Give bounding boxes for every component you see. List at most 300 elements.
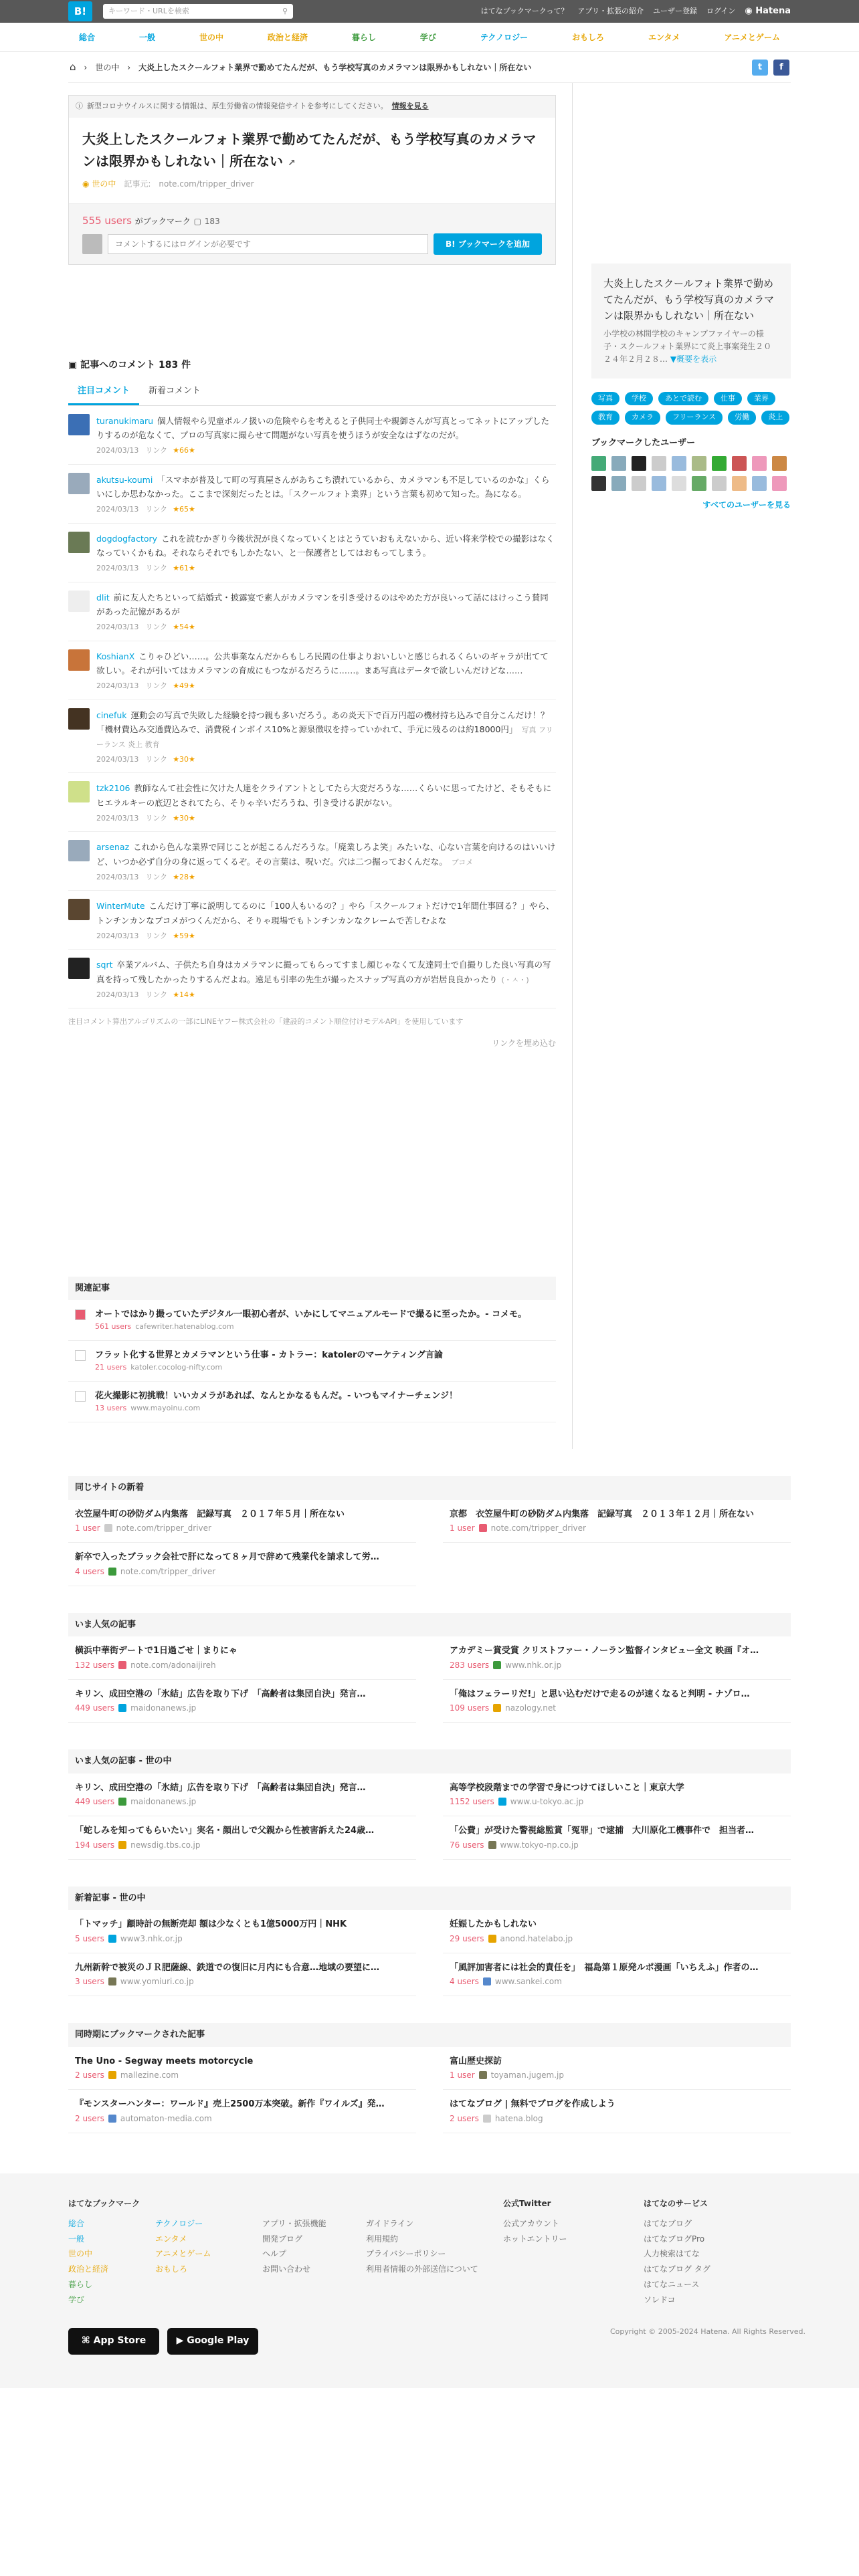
site-favicon-icon: [108, 1568, 116, 1576]
comment-link[interactable]: リンク: [145, 990, 168, 1000]
section-heading: いま人気の記事: [68, 1613, 791, 1637]
comment-tags[interactable]: ブコメ: [451, 858, 474, 867]
comment-date[interactable]: 2024/03/13: [96, 932, 139, 941]
article-title[interactable]: 富山歴史探訪: [450, 2056, 502, 2066]
facebook-share-icon[interactable]: f: [773, 60, 789, 76]
footer-category-link[interactable]: 一般: [68, 2234, 85, 2244]
twitter-heading: 公式Twitter: [503, 2198, 551, 2208]
article-site[interactable]: note.com/tripper_driver: [490, 1523, 586, 1533]
article-site[interactable]: automaton-media.com: [120, 2113, 212, 2123]
article-title[interactable]: 妊娠したかもしれない: [450, 1919, 537, 1930]
article-users[interactable]: 29 users: [450, 1933, 484, 1943]
comment-item: [68, 465, 556, 524]
article-item[interactable]: [68, 1774, 416, 1817]
tag-chip[interactable]: 労働: [728, 411, 756, 425]
tag-chip[interactable]: カメラ: [625, 411, 660, 425]
article-title[interactable]: 「トマッチ」顧時計の無断売却 額は少なくとも1億5000万円｜NHK: [75, 1919, 347, 1930]
nav-item-knowledge[interactable]: 学び: [419, 32, 436, 42]
user-avatar[interactable]: [632, 476, 646, 491]
site-favicon-icon: [483, 2115, 491, 2123]
comment-stars[interactable]: ★66★: [173, 446, 195, 455]
footer-category-link[interactable]: おもしろ: [155, 2264, 188, 2274]
related-site[interactable]: cafewriter.hatenablog.com: [135, 1321, 234, 1331]
article-item[interactable]: [68, 1543, 416, 1586]
comment-stars[interactable]: ★30★: [173, 755, 195, 764]
article-users[interactable]: 283 users: [450, 1660, 490, 1670]
comment-link[interactable]: リンク: [145, 505, 168, 514]
related-site[interactable]: www.mayoinu.com: [130, 1403, 201, 1412]
top-bar: [0, 0, 859, 23]
nav-item-economics[interactable]: 政治と経済: [267, 32, 308, 42]
about-link[interactable]: はてなブックマークって？: [480, 6, 569, 15]
entry-category[interactable]: ◉ 世の中: [82, 179, 116, 189]
comments-heading: ▣ 記事へのコメント 183 件: [68, 360, 191, 370]
site-favicon-icon: [488, 1935, 496, 1943]
comment-item: [68, 832, 556, 891]
article-title[interactable]: 九州新幹で被災のＪＲ肥薩線、鉄道での復旧に月内にも合意…地域の要望に…: [75, 1962, 380, 1973]
user-avatar[interactable]: [591, 476, 606, 491]
comment-user[interactable]: tzk2106: [96, 783, 130, 794]
comment-icon: ▢: [193, 216, 202, 226]
article-site[interactable]: toyaman.jugem.jp: [490, 2070, 564, 2080]
source-link[interactable]: note.com/tripper_driver: [159, 179, 254, 189]
footer-service-link[interactable]: はてなブログ: [644, 2218, 692, 2228]
comment-text: 教師なんて社会性に欠けた人達をクライアントとしてたら大変だろうな……くらいに思ってたけど、そもそもにヒエラルキーの底辺とされてたら、そりゃ辛いだろうね、引き受ける訳がない。: [96, 783, 552, 809]
comment-item: [68, 524, 556, 582]
article-item[interactable]: [68, 1816, 416, 1860]
user-avatar[interactable]: [68, 958, 90, 979]
footer-category-link[interactable]: 世の中: [68, 2249, 93, 2259]
apps-link[interactable]: アプリ・拡張の紹介: [577, 6, 644, 15]
article-item[interactable]: [443, 1680, 791, 1723]
home-icon[interactable]: ⌂: [70, 61, 76, 74]
source-label: 記事元:: [124, 179, 151, 189]
comment-text: 「スマホが普及して町の写真屋さんがあちこち潰れているから、カメラマンも不足しているのかな」くらいにしか思わなかった。ここまで深刻だったとは。「スクールフォト業界」という言葉も初めて知った。為になる。: [96, 474, 550, 500]
related-site[interactable]: katoler.cocolog-nifty.com: [130, 1362, 223, 1372]
signup-link[interactable]: ユーザー登録: [652, 6, 697, 15]
article-site[interactable]: www.nhk.or.jp: [505, 1660, 562, 1670]
comment-item: [68, 950, 556, 1008]
article-users[interactable]: 1 user: [75, 1523, 100, 1533]
summary-desc: 小学校の林間学校のキャンプファイヤーの様子・スクールフォト業界にて炎上事案発生２０２４年２月２８… ▼概要を表示: [603, 329, 772, 364]
article-users[interactable]: 5 users: [75, 1933, 104, 1943]
comment-link[interactable]: リンク: [145, 755, 168, 764]
user-avatar[interactable]: [68, 899, 90, 920]
footer-twitter-hot[interactable]: ホットエントリー: [503, 2234, 567, 2244]
comment-item: [68, 582, 556, 641]
apple-icon: ⌘: [81, 2335, 90, 2347]
comment-stars[interactable]: ★65★: [173, 505, 195, 514]
entry-title[interactable]: 大炎上したスクールフォト業界で勤めてたんだが、もう学校写真のカメラマンは限界かもしれない｜所在ない ↗: [82, 130, 537, 169]
footer-category-link[interactable]: 政治と経済: [68, 2264, 109, 2274]
comment-date[interactable]: 2024/03/13: [96, 681, 139, 691]
footer-policy-link[interactable]: 利用規約: [366, 2234, 399, 2244]
user-avatar[interactable]: [68, 840, 90, 861]
site-favicon-icon: [118, 1661, 126, 1669]
article-section: [68, 2023, 791, 2133]
app-store-badge[interactable]: ⌘ App Store: [68, 2328, 159, 2355]
article-users[interactable]: 194 users: [75, 1840, 115, 1850]
footer-info-link[interactable]: ヘルプ: [262, 2249, 287, 2259]
footer-twitter-official[interactable]: 公式アカウント: [503, 2218, 559, 2228]
article-item[interactable]: [68, 2090, 416, 2133]
article-item[interactable]: [443, 2090, 791, 2133]
article-site[interactable]: hatena.blog: [494, 2113, 543, 2123]
article-item[interactable]: [68, 1680, 416, 1723]
article-users[interactable]: 2 users: [75, 2113, 104, 2123]
comment-item: [68, 891, 556, 950]
search-icon[interactable]: ⚲: [282, 6, 288, 15]
article-item[interactable]: [68, 1953, 416, 1997]
comment-link[interactable]: リンク: [145, 623, 168, 632]
nav-item-entertainment[interactable]: エンタメ: [648, 32, 680, 42]
tag-chip[interactable]: 学校: [625, 392, 653, 406]
user-avatar[interactable]: [632, 456, 646, 471]
comment-item: [68, 641, 556, 700]
footer: [0, 2173, 859, 2388]
article-title[interactable]: The Uno - Segway meets motorcycle: [75, 2056, 254, 2066]
comment-user[interactable]: arsenaz: [96, 842, 130, 853]
article-title[interactable]: 横浜中華街デートで1日過ごせ｜まりにゃ: [75, 1646, 237, 1656]
article-title[interactable]: キリン、成田空港の「氷結」広告を取り下げ 「高齢者は集団自決」発言…: [75, 1782, 366, 1793]
tag-chip[interactable]: 教育: [591, 411, 619, 425]
comment-user[interactable]: akutsu-koumi: [96, 474, 153, 485]
footer-category-link[interactable]: 暮らし: [68, 2280, 93, 2290]
user-avatar[interactable]: [672, 476, 686, 491]
article-section: [68, 1887, 791, 1997]
hatena-circle-icon: ◉: [745, 6, 753, 17]
comment-date[interactable]: 2024/03/13: [96, 755, 139, 764]
site-favicon-icon: [108, 1977, 116, 1985]
footer-info-link[interactable]: アプリ・拡張機能: [262, 2218, 326, 2228]
tag-chip[interactable]: あとで読む: [658, 392, 708, 406]
user-avatar[interactable]: [611, 476, 626, 491]
search-input[interactable]: キーワード・URLを検索: [108, 6, 189, 15]
bookmark-users-heading: ブックマークしたユーザー: [591, 437, 696, 448]
hatena-bookmark-logo[interactable]: B!: [68, 1, 92, 21]
related-users[interactable]: 13 users: [95, 1403, 127, 1412]
section-heading: いま人気の記事 - 世の中: [68, 1749, 791, 1774]
user-avatar[interactable]: [68, 591, 90, 612]
article-title[interactable]: 「公費」が受けた警視総監賞「冤罪」で逮捕 大川原化工機事件で 担当者…: [450, 1826, 755, 1836]
comment-text: これを読むかぎり今後状況が良くなっていくとはとうていおもえないから、近い将来学校での撮影はなくなっていくかもね。それならそれでもしかたない、と一保護者としてはおもってしまう。: [96, 533, 555, 558]
article-item[interactable]: [443, 1816, 791, 1860]
article-users[interactable]: 4 users: [75, 1566, 104, 1576]
site-favicon-icon: [479, 1524, 487, 1532]
user-avatar[interactable]: [68, 781, 90, 802]
article-site[interactable]: newsdig.tbs.co.jp: [130, 1840, 201, 1850]
article-item[interactable]: [443, 1910, 791, 1953]
comment-tags[interactable]: 写真 フリーランス 炎上 教育: [96, 726, 553, 750]
user-avatar[interactable]: [68, 532, 90, 553]
footer-info-link[interactable]: 開発ブログ: [262, 2234, 303, 2244]
tag-list: [591, 392, 791, 425]
comment-link[interactable]: リンク: [145, 814, 168, 823]
related-users[interactable]: 561 users: [95, 1321, 132, 1331]
user-avatar[interactable]: [68, 414, 90, 435]
comment-link[interactable]: リンク: [145, 564, 168, 573]
user-avatar[interactable]: [772, 456, 787, 471]
external-link-icon[interactable]: ↗: [287, 157, 296, 169]
site-favicon-icon: [118, 1704, 126, 1712]
comment-tags[interactable]: (・ㅅ・): [501, 976, 529, 985]
article-item[interactable]: [443, 2047, 791, 2090]
user-avatar[interactable]: [692, 476, 706, 491]
comment-date[interactable]: 2024/03/13: [96, 873, 139, 882]
article-site[interactable]: www3.nhk.or.jp: [120, 1933, 183, 1943]
article-title[interactable]: 高等学校段階までの学習で身につけてほしいこと｜東京大学: [450, 1782, 684, 1793]
comment-user[interactable]: turanukimaru: [96, 415, 154, 426]
tag-chip[interactable]: 業界: [747, 392, 775, 406]
comment-stars[interactable]: ★30★: [173, 814, 195, 823]
article-users[interactable]: 449 users: [75, 1703, 115, 1713]
comment-input[interactable]: [108, 234, 428, 254]
section-heading: 同じサイトの新着: [68, 1476, 791, 1500]
user-avatar[interactable]: [692, 456, 706, 471]
comment-user[interactable]: dlit: [96, 592, 110, 603]
show-summary-link[interactable]: ▼概要を表示: [670, 354, 717, 364]
footer-info-link[interactable]: お問い合わせ: [262, 2264, 311, 2274]
user-avatar[interactable]: [712, 476, 727, 491]
article-section: [68, 1749, 791, 1860]
tab-new-comments[interactable]: 新着コメント: [149, 386, 201, 396]
user-avatar[interactable]: [772, 476, 787, 491]
comment-link[interactable]: リンク: [145, 446, 168, 455]
nav-item-social[interactable]: 世の中: [199, 32, 223, 42]
site-favicon-icon: [108, 1935, 116, 1943]
google-play-badge[interactable]: ▶ Google Play: [167, 2328, 258, 2355]
user-avatar[interactable]: [611, 456, 626, 471]
comment-text: 個人情報やら児童ポルノ扱いの危険やらを考えると子供同士や親御さんが写真とってネットにアップしたりするのが危なくて、プロの写真家に撮らせて問題がない写真を使うほうが安全なはずなのだが。: [96, 415, 549, 441]
article-title[interactable]: 衣笠屋牛町の砂防ダム内集落 記録写真 ２０１７年５月｜所在ない: [75, 1509, 345, 1519]
article-site[interactable]: maidonanews.jp: [130, 1797, 197, 1807]
article-site[interactable]: anond.hatelabo.jp: [500, 1933, 573, 1943]
article-title[interactable]: 「俺はフェラーリだ!」と思い込むだけで走るのが速くなると判明 - ナゾロ…: [450, 1689, 750, 1699]
hatena-logo[interactable]: ◉ Hatena: [745, 6, 791, 17]
article-users[interactable]: 2 users: [75, 2070, 104, 2080]
comment-link[interactable]: リンク: [145, 681, 168, 691]
article-users[interactable]: 76 users: [450, 1840, 484, 1850]
comment-date[interactable]: 2024/03/13: [96, 623, 139, 632]
comment-link[interactable]: リンク: [145, 873, 168, 882]
footer-policy-link[interactable]: ガイドライン: [366, 2218, 414, 2228]
play-icon: ▶: [176, 2335, 184, 2347]
related-title[interactable]: 花火撮影に初挑戦！いいカメラがあれば、なんとかなるもんだ。- いつもマイナーチェンジ！: [95, 1391, 458, 1402]
user-avatar[interactable]: [712, 456, 727, 471]
related-title[interactable]: フラット化する世界とカメラマンという仕事 - カトラー：katolerのマーケティング言論: [95, 1350, 443, 1361]
user-avatar[interactable]: [68, 649, 90, 671]
article-title[interactable]: アカデミー賞受賞 クリストファー・ノーラン監督インタビュー全文 映画『オ…: [450, 1646, 759, 1656]
article-users[interactable]: 132 users: [75, 1660, 115, 1670]
article-site[interactable]: www.u-tokyo.ac.jp: [510, 1797, 584, 1807]
article-item[interactable]: [68, 2047, 416, 2090]
article-site[interactable]: note.com/adonaijireh: [130, 1660, 216, 1670]
footer-category-link[interactable]: 総合: [68, 2218, 85, 2228]
comment-date[interactable]: 2024/03/13: [96, 814, 139, 823]
comment-user[interactable]: sqrt: [96, 960, 113, 970]
comment-text: 運動会の写真で失敗した経験を持つ親も多いだろう。あの炎天下で百万円超の機材持ち込みで自分こんだけ！？「機材費込み交通費込みで、消費税インボイス10%と源泉徴収を持っていかれて、手元に残るのは約18000円」: [96, 710, 549, 735]
comment-stars[interactable]: ★61★: [173, 564, 195, 573]
article-item[interactable]: [443, 1636, 791, 1680]
breadcrumb-category[interactable]: 世の中: [95, 62, 120, 72]
users-count[interactable]: 555 users: [82, 214, 132, 227]
site-favicon-icon: [75, 1309, 86, 1320]
comment-link[interactable]: リンク: [145, 932, 168, 941]
article-item[interactable]: [68, 1500, 416, 1543]
tab-popular-comments[interactable]: 注目コメント: [68, 379, 139, 405]
section-heading: 新着記事 - 世の中: [68, 1887, 791, 1911]
user-avatar[interactable]: [732, 456, 747, 471]
comment-text: これから色んな業界で同じことが起こるんだろうな。「廃業しろよ笑」みたいな、心ない言葉を向けるのはいいけど、いつか必ず自分の身に返ってくるぞ。その言葉は、呪いだ。穴は二つ掘っておくんだな。: [96, 842, 556, 867]
comment-stars[interactable]: ★28★: [173, 873, 195, 882]
nav-item-game[interactable]: アニメとゲーム: [724, 32, 780, 42]
comment-user[interactable]: WinterMute: [96, 901, 145, 911]
article-title[interactable]: 新卒で入ったブラック会社で肝になって８ヶ月で辞めて残業代を請求して労…: [75, 1552, 379, 1563]
user-avatar[interactable]: [752, 456, 767, 471]
site-favicon-icon: [118, 1841, 126, 1849]
article-title[interactable]: 京都 衣笠屋牛町の砂防ダム内集落 記録写真 ２０１３年１２月｜所在ない: [450, 1509, 755, 1519]
comment-text: 卒業アルバム、子供たち自身はカメラマンに撮ってもらってすまし顔じゃなくて友達同士で自撮りした良い写真の写真を持って残したかったりするんだよね。遠足も引率の先生が撮ったスナップ写真の方が岩居良良かったり: [96, 960, 551, 985]
article-title[interactable]: 「蛇しみを知ってもらいたい」実名・顔出しで父親から性被害訴えた24歳…: [75, 1826, 375, 1836]
twitter-share-icon[interactable]: t: [752, 60, 768, 76]
related-title[interactable]: オートではかり撮っていたデジタル一眼初心者が、いかにしてマニュアルモードで撮るに至ったか。- コメモ。: [95, 1309, 527, 1320]
footer-service-link[interactable]: はてなブログPro: [644, 2234, 705, 2244]
article-item[interactable]: [68, 1910, 416, 1953]
bookmark-users-grid: [591, 456, 791, 491]
site-favicon-icon: [493, 1661, 501, 1669]
article-item[interactable]: [68, 1636, 416, 1680]
article-item[interactable]: [443, 1953, 791, 1997]
article-title[interactable]: はてなブログ | 無料でブログを作成しよう: [450, 2099, 615, 2110]
user-avatar[interactable]: [68, 473, 90, 494]
footer-policy-link[interactable]: プライバシーポリシー: [366, 2249, 446, 2259]
comment-stars[interactable]: ★49★: [173, 681, 195, 691]
footer-category-link[interactable]: テクノロジー: [155, 2218, 203, 2228]
user-avatar[interactable]: [732, 476, 747, 491]
nav-item-all[interactable]: 総合: [79, 32, 96, 42]
user-avatar[interactable]: [652, 476, 666, 491]
nav-item-it[interactable]: テクノロジー: [480, 32, 529, 42]
article-site[interactable]: www.tokyo-np.co.jp: [500, 1840, 579, 1850]
tag-chip[interactable]: フリーランス: [666, 411, 723, 425]
comment-stars[interactable]: ★14★: [173, 990, 195, 1000]
footer-heading: はてなブックマーク: [68, 2198, 140, 2208]
article-item[interactable]: [443, 1500, 791, 1543]
comment-user[interactable]: cinefuk: [96, 710, 127, 720]
related-item[interactable]: [68, 1382, 556, 1422]
embed-link[interactable]: リンクを埋め込む: [492, 1038, 556, 1048]
category-nav: [0, 23, 859, 52]
all-users-link[interactable]: すべてのユーザーを見る: [702, 500, 791, 510]
footer-service-link[interactable]: ソレドコ: [644, 2294, 676, 2304]
category-icon: ◉: [82, 179, 90, 189]
comment-date[interactable]: 2024/03/13: [96, 446, 139, 455]
article-site[interactable]: note.com/tripper_driver: [120, 1566, 216, 1576]
breadcrumb: ⌂ › 世の中 › 大炎上したスクールフォト業界で勤めてたんだが、もう学校写真のカメラマンは限界かもしれない｜所在ない t f: [68, 52, 791, 83]
comment-user[interactable]: KoshianX: [96, 651, 135, 661]
article-site[interactable]: note.com/tripper_driver: [116, 1523, 211, 1533]
nav-item-fun[interactable]: おもしろ: [572, 32, 605, 42]
summary-title[interactable]: 大炎上したスクールフォト業界で勤めてたんだが、もう学校写真のカメラマンは限界かもしれない｜所在ない: [603, 278, 775, 322]
footer-category-link[interactable]: エンタメ: [155, 2234, 187, 2244]
info-icon: ⓘ: [76, 102, 83, 110]
article-site[interactable]: www.sankei.com: [494, 1977, 562, 1987]
comment-text: こりゃひどい……。公共事業なんだからもしろ民間の仕事よりおいしいと感じられるくらいのギャラが出てて欲しい。それが引いてはカメラマンの育成にもつながるだろうに……。まあ写真はデータで欲しいんだけどな……: [96, 651, 549, 676]
login-link[interactable]: ログイン: [706, 6, 736, 15]
comment-stars[interactable]: ★59★: [173, 932, 195, 941]
user-avatar[interactable]: [652, 456, 666, 471]
article-site[interactable]: maidonanews.jp: [130, 1703, 197, 1713]
comment-date[interactable]: 2024/03/13: [96, 564, 139, 573]
comment-date[interactable]: 2024/03/13: [96, 505, 139, 514]
related-users[interactable]: 21 users: [95, 1362, 127, 1372]
site-favicon-icon: [108, 2071, 116, 2079]
related-articles: [68, 1277, 556, 1423]
site-favicon-icon: [493, 1704, 501, 1712]
footer-policy-link[interactable]: 利用者情報の外部送信について: [366, 2264, 478, 2274]
footer-service-link[interactable]: はてなニュース: [644, 2280, 700, 2290]
avatar: [82, 234, 102, 254]
nav-item-life[interactable]: 暮らし: [351, 32, 376, 42]
bookmark-count: 555 users がブックマーク ▢ 183: [82, 214, 220, 227]
article-site[interactable]: mallezine.com: [120, 2070, 179, 2080]
comment-stars[interactable]: ★54★: [173, 623, 195, 632]
comment-user[interactable]: dogdogfactory: [96, 533, 158, 544]
article-section: [68, 1476, 791, 1586]
section-heading: 同時期にブックマークされた記事: [68, 2023, 791, 2047]
user-avatar[interactable]: [591, 456, 606, 471]
article-users[interactable]: 1 user: [450, 1523, 475, 1533]
site-favicon-icon: [108, 2115, 116, 2123]
article-users[interactable]: 1152 users: [450, 1797, 494, 1807]
article-users[interactable]: 3 users: [75, 1977, 104, 1987]
search-box[interactable]: [103, 4, 293, 19]
article-users[interactable]: 449 users: [75, 1797, 115, 1807]
add-bookmark-button[interactable]: B! ブックマークを追加: [434, 233, 542, 255]
user-avatar[interactable]: [68, 708, 90, 730]
user-avatar[interactable]: [672, 456, 686, 471]
article-users[interactable]: 4 users: [450, 1977, 479, 1987]
site-favicon-icon: [75, 1350, 86, 1361]
article-users[interactable]: 109 users: [450, 1703, 490, 1713]
article-title[interactable]: 「風評加害者には社会的責任を」 福島第１原発ルポ漫画「いちえふ」作者の…: [450, 1962, 759, 1973]
covid-notice: ⓘ 新型コロナウイルスに関する情報は、厚生労働省の情報発信サイトを参考にしてください。 情報を見る: [69, 96, 555, 118]
tag-chip[interactable]: 炎上: [761, 411, 789, 425]
article-title[interactable]: 『モンスターハンター：ワールド』売上2500万本突破。新作『ワイルズ』発…: [75, 2099, 385, 2110]
user-avatar[interactable]: [752, 476, 767, 491]
tag-chip[interactable]: 仕事: [714, 392, 742, 406]
tag-chip[interactable]: 写真: [591, 392, 619, 406]
article-users[interactable]: 1 user: [450, 2070, 475, 2080]
article-title[interactable]: キリン、成田空港の「氷結」広告を取り下げ 「高齢者は集団自決」発言…: [75, 1689, 366, 1699]
footer-category-link[interactable]: アニメとゲーム: [155, 2249, 211, 2259]
comment-text: 前に友人たちといって結婚式・披露宴で素人がカメラマンを引き受けるのはやめた方が良いって話にはけっこう賛同があった記憶があるが: [96, 592, 549, 617]
article-site[interactable]: nazology.net: [505, 1703, 556, 1713]
comment-date[interactable]: 2024/03/13: [96, 990, 139, 1000]
article-users[interactable]: 2 users: [450, 2113, 479, 2123]
article-item[interactable]: [443, 1774, 791, 1817]
notice-link[interactable]: 情報を見る: [391, 102, 429, 110]
site-favicon-icon: [75, 1391, 86, 1402]
footer-service-link[interactable]: はてなブログ タグ: [644, 2264, 710, 2274]
related-item[interactable]: [68, 1341, 556, 1382]
article-site[interactable]: www.yomiuri.co.jp: [120, 1977, 194, 1987]
related-item[interactable]: [68, 1300, 556, 1341]
footer-category-link[interactable]: 学び: [68, 2294, 85, 2304]
nav-item-general[interactable]: 一般: [138, 32, 155, 42]
site-favicon-icon: [488, 1841, 496, 1849]
footer-service-link[interactable]: 人力検索はてな: [644, 2249, 700, 2259]
